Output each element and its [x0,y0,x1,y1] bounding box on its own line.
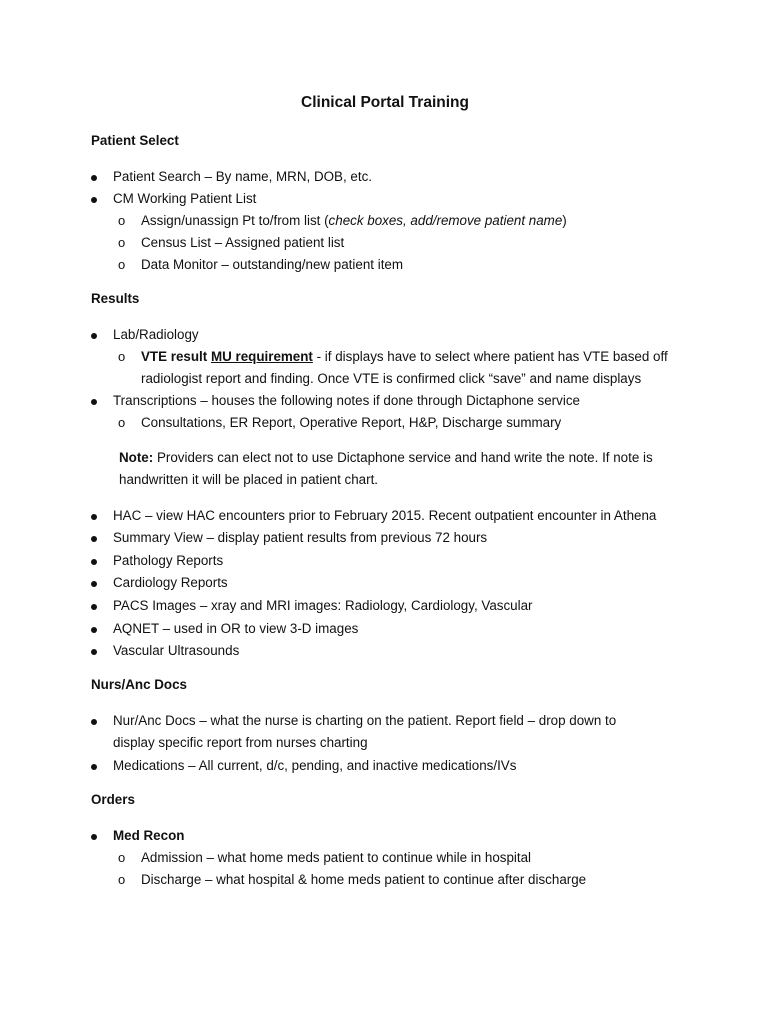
list-item: Lab/Radiology [113,327,199,342]
sub-list-item: Consultations, ER Report, Operative Report, H&P, Discharge summary [141,415,562,430]
sub-list-item: Admission – what home meds patient to continue while in hospital [141,850,532,865]
list-item: Pathology Reports [113,553,224,568]
sub-bullet: o [118,349,126,364]
sub-bullet: o [118,235,126,250]
bullet-dot [91,764,97,770]
note-paragraph-continuation: handwritten it will be placed in patient chart. [119,472,379,487]
list-item: Patient Search – By name, MRN, DOB, etc. [113,169,372,184]
sub-bullet: o [118,872,126,887]
bullet-dot [91,514,97,520]
sub-bullet: o [118,850,126,865]
page-title: Clinical Portal Training [301,94,469,111]
bullet-dot [91,834,97,840]
list-item: HAC – view HAC encounters prior to February 2015. Recent outpatient encounter in Athena [113,508,657,523]
list-item: Summary View – display patient results from previous 72 hours [113,530,488,545]
bullet-dot [91,536,97,542]
sub-list-item: Census List – Assigned patient list [141,235,345,250]
list-item: Vascular Ultrasounds [113,643,240,658]
sub-list-item: Assign/unassign Pt to/from list (check boxes, add/remove patient name) [141,213,567,228]
sub-bullet: o [118,213,126,228]
bullet-dot [91,627,97,633]
bullet-dot [91,719,97,725]
sub-list-item: Discharge – what hospital & home meds patient to continue after discharge [141,872,587,887]
section-heading-nurs-anc-docs: Nurs/Anc Docs [91,677,187,692]
note-paragraph: Note: Providers can elect not to use Dictaphone service and hand write the note. If note is [119,450,653,465]
list-item: PACS Images – xray and MRI images: Radiology, Cardiology, Vascular [113,598,533,613]
list-item: Cardiology Reports [113,575,228,590]
list-item: Medications – All current, d/c, pending, and inactive medications/IVs [113,758,517,773]
bullet-dot [91,559,97,565]
section-heading-patient-select: Patient Select [91,133,179,148]
list-item: CM Working Patient List [113,191,257,206]
bullet-dot [91,399,97,405]
bullet-dot [91,197,97,203]
section-heading-orders: Orders [91,792,135,807]
section-heading-results: Results [91,291,140,306]
sub-bullet: o [118,415,126,430]
bullet-dot [91,581,97,587]
bullet-dot [91,175,97,181]
sub-list-item-continuation: radiologist report and finding. Once VTE is confirmed click “save” and name displays [141,371,642,386]
list-item: Med Recon [113,828,185,843]
sub-bullet: o [118,257,126,272]
bullet-dot [91,333,97,339]
bullet-dot [91,604,97,610]
bullet-dot [91,649,97,655]
sub-list-item: Data Monitor – outstanding/new patient item [141,257,404,272]
list-item: AQNET – used in OR to view 3-D images [113,621,359,636]
list-item-continuation: display specific report from nurses charting [113,735,368,750]
list-item: Nur/Anc Docs – what the nurse is charting on the patient. Report field – drop down to [113,713,617,728]
list-item: Transcriptions – houses the following notes if done through Dictaphone service [113,393,580,408]
sub-list-item: VTE result MU requirement - if displays have to select where patient has VTE based off [141,349,668,364]
